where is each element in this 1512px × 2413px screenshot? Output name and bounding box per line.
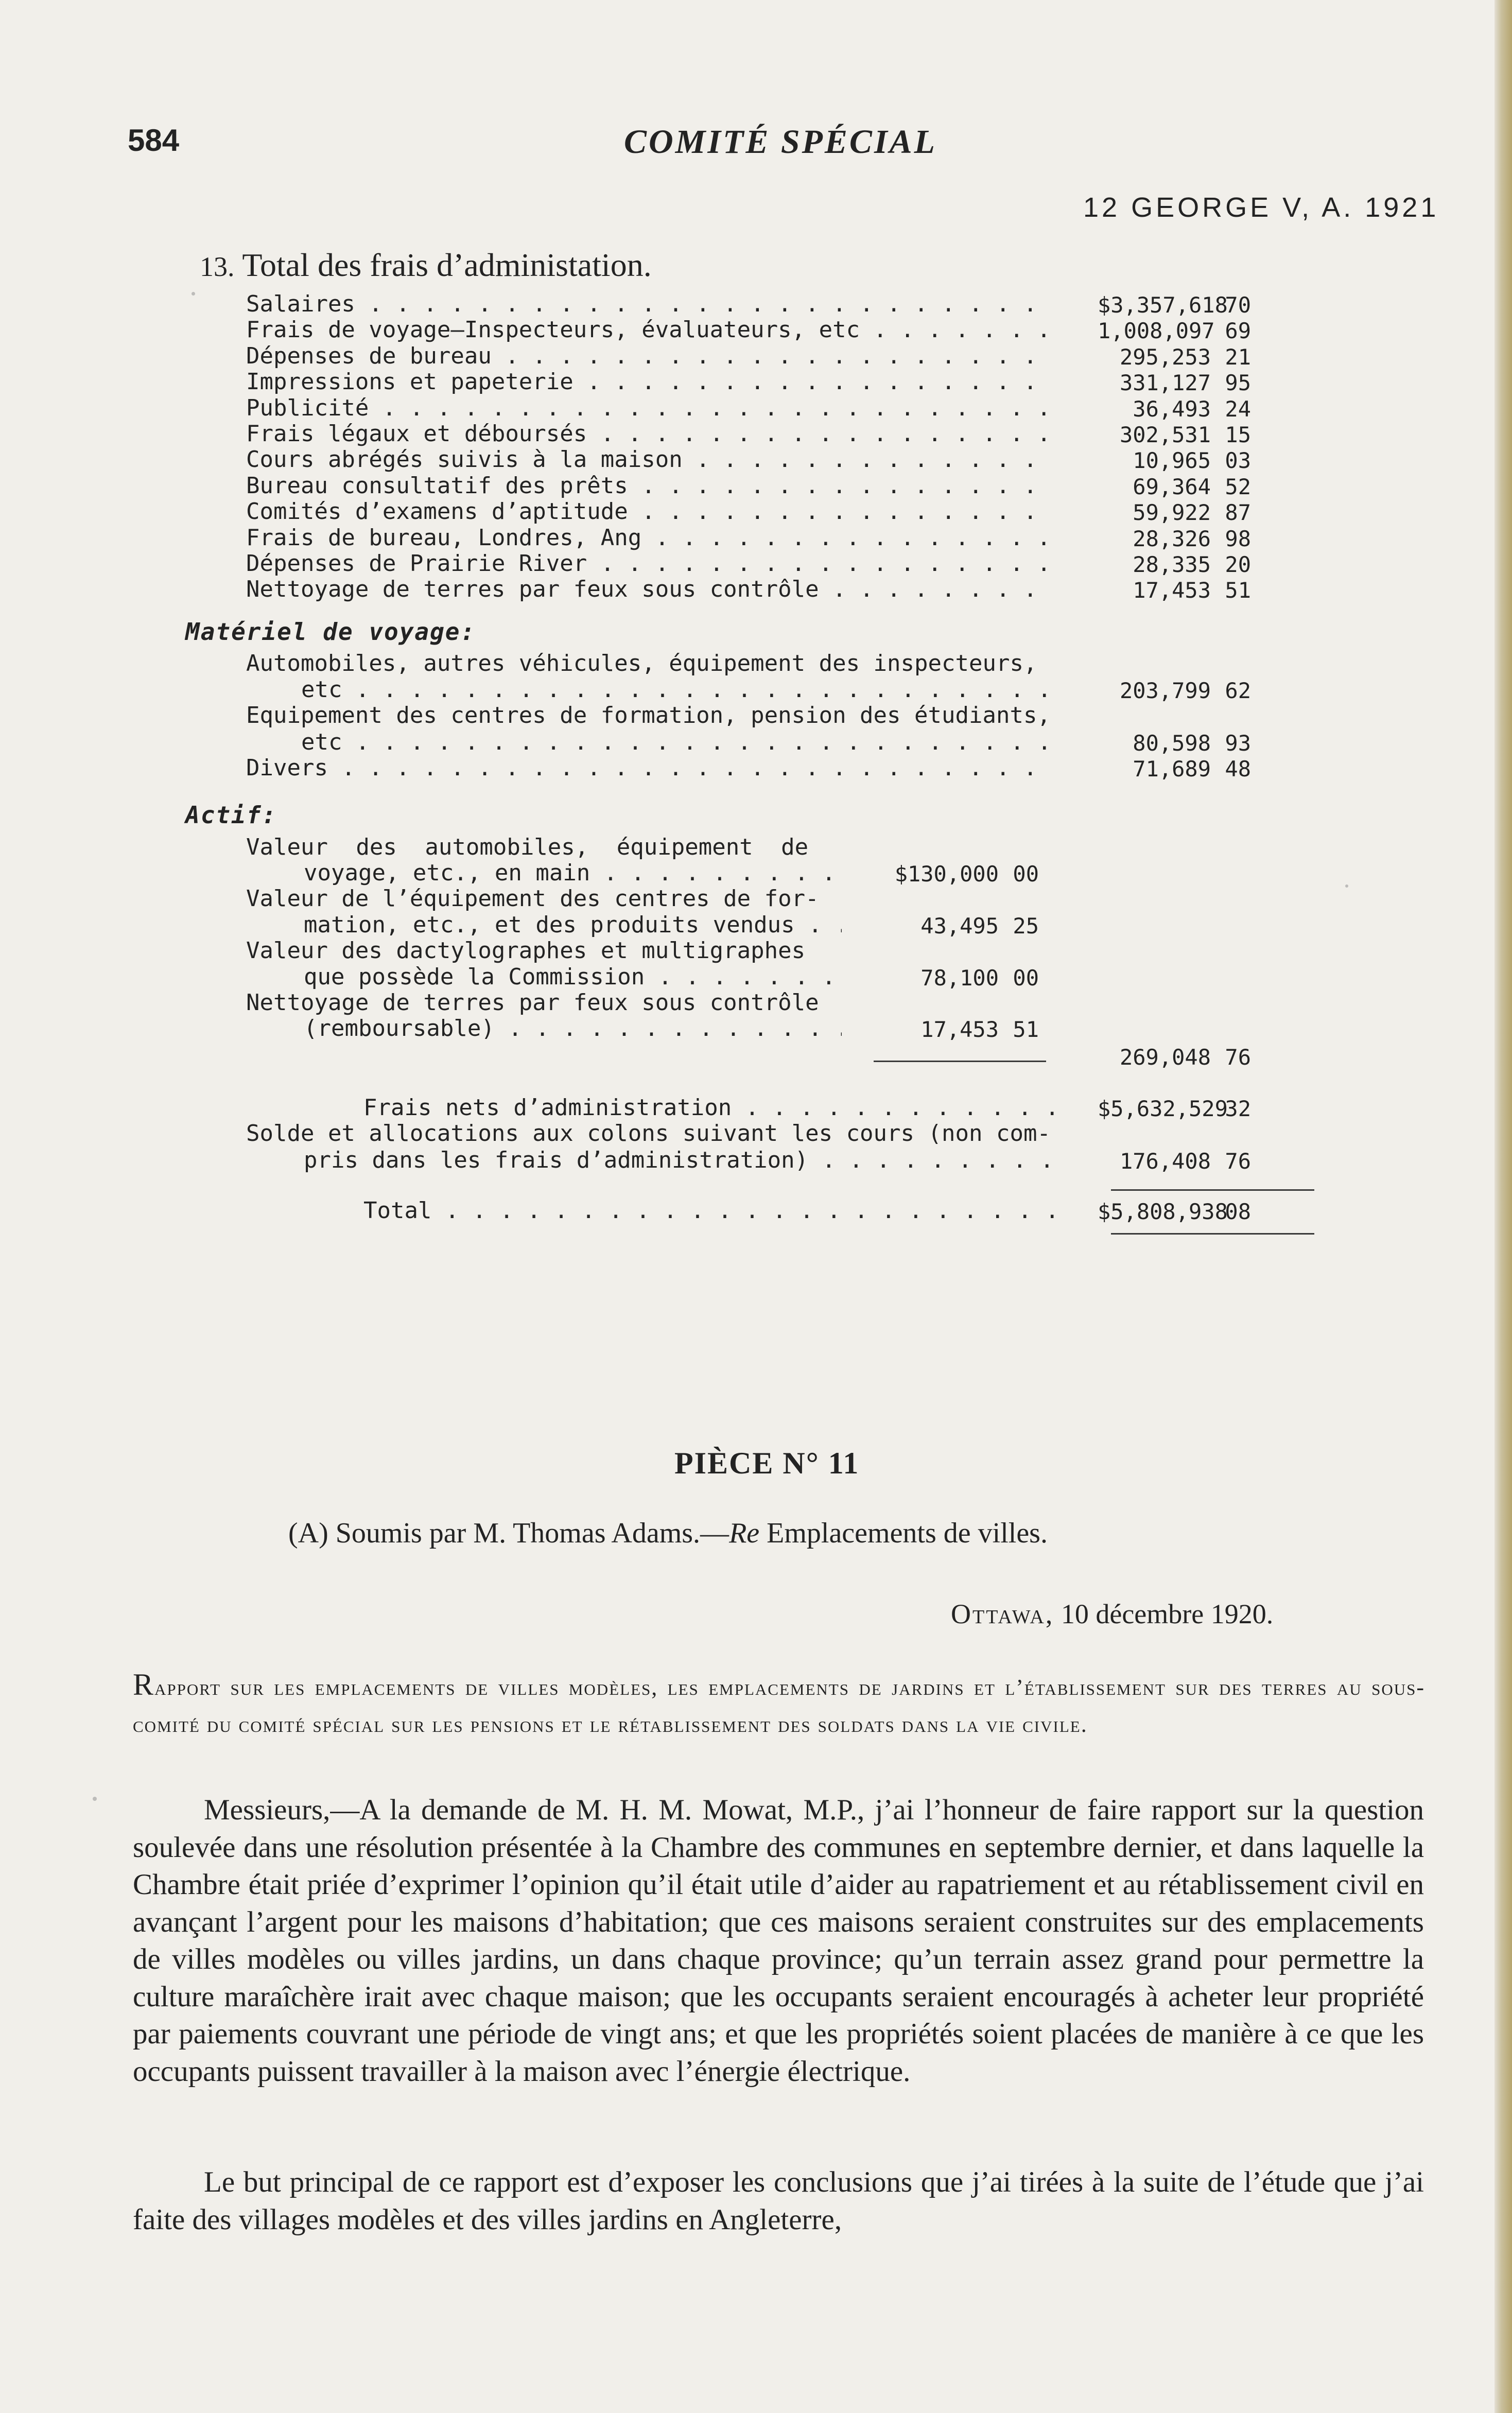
date-text: 10 décembre 1920. [1054, 1599, 1274, 1629]
expense-amount [1098, 396, 1251, 422]
travel-amount [1098, 731, 1251, 756]
amount-cents: 21 [1225, 344, 1251, 370]
expense-amount [1098, 552, 1251, 577]
paragraph-1: Messieurs,—A la demande de M. H. M. Mowat, M.P., j’ai l’honneur de faire rapport sur la question soulevée dans une résolution présentée à la Chambre des communes en septembre dernier, et dans laquelle la Chambre était priée d’exprimer l’opinion qu’il était utile d’aider au rapatriement et au rétablissement civil en avançant l’argent pour les maisons d’habitation; que ces maisons seraient construites sur des emplacements de villes modèles ou villes jardins, un dans chaque province; qu’un terrain assez grand pour permettre la culture maraîchère irait avec chaque maison; que les occupants seraient encouragés à acheter leur propriété par paiements couvrant une période de vingt ans; et que les propriétés soient placées de manière à ce que les occupants puissent travailler à la maison avec l’énergie électrique. [133, 1794, 1424, 2088]
amount-cents: 62 [1225, 678, 1251, 703]
travel-heading: Matériel de voyage: [185, 618, 476, 646]
allowances-amount [1098, 1149, 1251, 1174]
amount-dollars: 17,453 [1133, 578, 1211, 603]
dateline [951, 1598, 1273, 1630]
travel-line: Automobiles, autres véhicules, équipement des inspecteurs, [246, 650, 1037, 676]
amount-dollars: 1,008,097 [1098, 318, 1215, 343]
asset-line: Valeur des automobiles, équipement de [246, 834, 809, 860]
amount-cents: 32 [1225, 1096, 1251, 1121]
amount-dollars: $3,357,618 [1098, 292, 1228, 318]
amount-dollars: 78,100 [920, 965, 999, 991]
amount-dollars: 80,598 [1133, 731, 1211, 756]
submitted-prefix: (A) Soumis par M. Thomas Adams.— [288, 1517, 729, 1549]
running-title: COMITÉ SPÉCIAL [624, 123, 937, 161]
amount-dollars: 302,531 [1119, 422, 1211, 447]
amount-cents: 76 [1225, 1045, 1251, 1070]
report-heading-text: apport sur les emplacements de villes modèles, les emplacements de jardins et l’établissement sur des terres au sous-comité du comité spécial sur les pensions et le rétablissement des soldats dans la vie civile. [133, 1675, 1425, 1737]
allowances-label: pris dans les frais d’administration) . . . [304, 1147, 1061, 1173]
amount-cents: 52 [1225, 474, 1251, 499]
amount-cents: 00 [1013, 861, 1039, 887]
assets-total [1098, 1045, 1251, 1070]
paragraph-2: Le but principal de ce rapport est d’exposer les conclusions que j’ai tirées à la suite de l’étude que j’ai faite des villages modèles et des villes jardins en Angleterre, [133, 2166, 1424, 2236]
amount-dollars: 28,335 [1133, 552, 1211, 577]
amount-cents: 95 [1225, 370, 1251, 395]
report-heading-initial: R [133, 1668, 155, 1702]
expense-label: Salaires . . . [246, 291, 1048, 317]
expense-amount [1098, 318, 1251, 343]
amount-cents: 93 [1225, 731, 1251, 756]
page-edge [1494, 0, 1512, 2413]
expense-label: Frais de voyage—Inspecteurs, évaluateurs, etc . . . [246, 317, 1048, 343]
travel-label: Divers . . . [246, 755, 1048, 781]
travel-amount [1098, 756, 1251, 782]
asset-label: que possède la Commission . . . [304, 964, 842, 990]
expense-amount [1098, 578, 1251, 603]
net-admin-label: Frais nets d’administration . . . [363, 1095, 1061, 1121]
expense-amount [1098, 526, 1251, 551]
amount-dollars: 36,493 [1133, 396, 1211, 422]
asset-label: (remboursable) . . . [304, 1015, 842, 1041]
amount-cents: 51 [1013, 1017, 1039, 1042]
amount-dollars: $5,808,938 [1098, 1199, 1228, 1224]
expense-label: Comités d’examens d’aptitude . . . [246, 498, 1048, 525]
total-label: Total . . . [363, 1197, 1061, 1224]
asset-line: Valeur de l’équipement des centres de for- [246, 886, 819, 912]
page-number: 584 [128, 123, 180, 158]
expense-amount [1098, 500, 1251, 525]
amount-cents: 48 [1225, 756, 1251, 782]
expense-label: Publicité . . . [246, 395, 1048, 421]
travel-amount [1098, 678, 1251, 703]
submitted-re: Re [729, 1517, 760, 1549]
asset-amount [885, 1017, 1039, 1042]
amount-cents: 00 [1013, 965, 1039, 991]
amount-cents: 20 [1225, 552, 1251, 577]
section-number: 13. [200, 251, 235, 282]
amount-dollars: 59,922 [1133, 500, 1211, 525]
amount-dollars: $130,000 [894, 861, 999, 887]
submitted-subject: Emplacements de villes. [759, 1517, 1048, 1549]
expense-label: Cours abrégés suivis à la maison . . . [246, 446, 1048, 473]
amount-cents: 03 [1225, 448, 1251, 473]
asset-label: voyage, etc., en main . . . [304, 860, 842, 886]
total-amount [1098, 1199, 1251, 1224]
print-speck [192, 292, 195, 296]
asset-line: Valeur des dactylographes et multigraphes [246, 938, 806, 964]
expense-label: Bureau consultatif des prêts . . . [246, 473, 1048, 499]
amount-dollars: 176,408 [1119, 1149, 1211, 1174]
amount-cents: 15 [1225, 422, 1251, 447]
expense-amount [1098, 448, 1251, 473]
amount-cents: 69 [1225, 318, 1251, 343]
amount-cents: 98 [1225, 526, 1251, 551]
print-speck [1345, 884, 1348, 888]
amount-dollars: 28,326 [1133, 526, 1211, 551]
subtotal-rule [874, 1061, 1046, 1062]
total-rule-top [1111, 1189, 1314, 1191]
amount-dollars: 269,048 [1119, 1045, 1211, 1070]
travel-label: etc . . . [301, 676, 1048, 703]
piece-title: PIÈCE N° 11 [674, 1446, 860, 1480]
date-city: Ottawa, [951, 1599, 1054, 1629]
amount-dollars: 10,965 [1133, 448, 1211, 473]
assets-heading: Actif: [185, 801, 277, 829]
section-title-text: Total des frais d’administation. [242, 247, 652, 283]
expense-label: Impressions et papeterie . . . [246, 369, 1048, 395]
amount-cents: 76 [1225, 1149, 1251, 1174]
amount-dollars: 17,453 [920, 1017, 999, 1042]
expense-amount [1098, 370, 1251, 395]
amount-dollars: $5,632,529 [1098, 1096, 1228, 1121]
amount-cents: 87 [1225, 500, 1251, 525]
travel-label: etc . . . [301, 729, 1048, 755]
expense-label: Dépenses de Prairie River . . . [246, 550, 1048, 577]
expense-label: Frais légaux et déboursés . . . [246, 421, 1048, 447]
allowances-line: Solde et allocations aux colons suivant les cours (non com- [246, 1120, 1051, 1147]
net-admin-amount [1098, 1096, 1251, 1121]
amount-cents: 25 [1013, 913, 1039, 939]
amount-cents: 24 [1225, 396, 1251, 422]
expense-amount [1098, 344, 1251, 370]
report-heading [133, 1666, 1425, 1743]
print-speck [93, 1797, 97, 1801]
submitted-by [288, 1517, 1048, 1550]
asset-amount [885, 913, 1039, 939]
amount-cents: 08 [1225, 1199, 1251, 1224]
asset-line: Nettoyage de terres par feux sous contrôle [246, 989, 819, 1016]
amount-dollars: 71,689 [1133, 756, 1211, 782]
session-reference: 12 GEORGE V, A. 1921 [1083, 192, 1439, 223]
expense-label: Nettoyage de terres par feux sous contrôle . . . [246, 576, 1048, 602]
asset-amount [885, 861, 1039, 887]
expense-label: Frais de bureau, Londres, Ang . . . [246, 525, 1048, 551]
amount-cents: 51 [1225, 578, 1251, 603]
amount-dollars: 69,364 [1133, 474, 1211, 499]
amount-cents: 70 [1225, 292, 1251, 318]
travel-line: Equipement des centres de formation, pension des étudiants, [246, 702, 1051, 728]
expense-label: Dépenses de bureau . . . [246, 343, 1048, 369]
asset-label: mation, etc., et des produits vendus . . . [304, 912, 842, 938]
total-rule-bottom [1111, 1233, 1314, 1235]
expense-amount [1098, 292, 1251, 318]
amount-dollars: 203,799 [1119, 678, 1211, 703]
expense-amount [1098, 422, 1251, 447]
amount-dollars: 331,127 [1119, 370, 1211, 395]
section-title [200, 246, 652, 284]
asset-amount [885, 965, 1039, 991]
amount-dollars: 43,495 [920, 913, 999, 939]
expense-amount [1098, 474, 1251, 499]
amount-dollars: 295,253 [1119, 344, 1211, 370]
